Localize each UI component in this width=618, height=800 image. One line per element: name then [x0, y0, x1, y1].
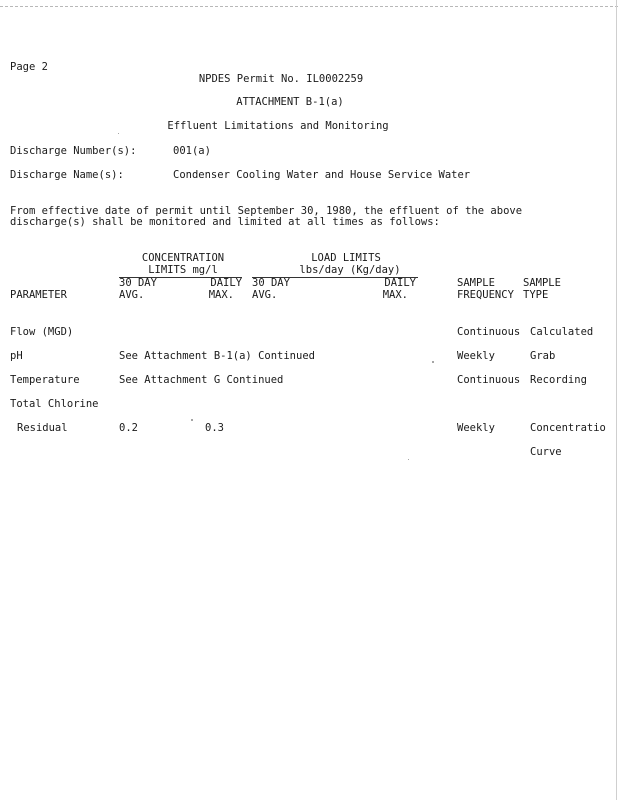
row-parameter: pH [10, 350, 23, 362]
conc-30day-header: 30 DAY [119, 277, 157, 289]
conc-daily-header: DAILY [210, 277, 242, 289]
scan-speck [408, 459, 409, 460]
row-parameter: Flow (MGD) [10, 326, 74, 338]
scan-right-edge [616, 0, 617, 800]
load-avg-header: AVG. [252, 289, 278, 301]
sample-type-header-1: SAMPLE [523, 277, 561, 289]
attachment-title: ATTACHMENT B-1(a) [236, 96, 344, 108]
row-limits-note: See Attachment G Continued [119, 374, 284, 386]
row-conc-max: 0.3 [205, 422, 224, 434]
row-sample-type: Concentratio [530, 422, 606, 434]
load-limits-header-2: lbs/day (Kg/day) [299, 264, 401, 276]
discharge-number-value: 001(a) [173, 145, 211, 157]
concentration-header-1: CONCENTRATION [141, 252, 225, 264]
load-30day-header: 30 DAY [252, 277, 290, 289]
row-frequency: Continuous [457, 326, 521, 338]
scan-speck [118, 133, 119, 134]
row-frequency: Continuous [457, 374, 521, 386]
row-sample-type: Curve [530, 446, 562, 458]
conc-max-header: MAX. [208, 289, 234, 301]
discharge-name-label: Discharge Name(s): [10, 169, 124, 181]
row-limits-note: See Attachment B-1(a) Continued [119, 350, 315, 362]
section-title: Effluent Limitations and Monitoring [167, 120, 389, 132]
load-daily-header: DAILY [384, 277, 416, 289]
row-conc-avg: 0.2 [119, 422, 138, 434]
paragraph-line-2: discharge(s) shall be monitored and limited at all times as follows: [10, 216, 440, 228]
parameter-header: PARAMETER [10, 289, 67, 301]
row-parameter: Temperature [10, 374, 80, 386]
load-limits-header-1: LOAD LIMITS [311, 252, 381, 264]
row-frequency: Weekly [457, 422, 495, 434]
row-sample-type: Calculated [530, 326, 594, 338]
permit-number: NPDES Permit No. IL0002259 [198, 73, 364, 85]
sample-frequency-header-1: SAMPLE [457, 277, 495, 289]
row-frequency: Weekly [457, 350, 495, 362]
sample-frequency-header-2: FREQUENCY [457, 289, 514, 301]
row-sample-type: Recording [530, 374, 587, 386]
scan-top-edge [0, 6, 618, 7]
load-max-header: MAX. [382, 289, 408, 301]
conc-avg-header: AVG. [119, 289, 145, 301]
sample-type-header-2: TYPE [523, 289, 549, 301]
discharge-name-value: Condenser Cooling Water and House Service Water [173, 169, 471, 181]
scan-speck [432, 361, 434, 363]
paragraph-line-1: From effective date of permit until September 30, 1980, the effluent of the above [10, 205, 523, 217]
page-label: Page 2 [10, 61, 48, 73]
row-parameter: Residual [17, 422, 68, 434]
scan-speck [191, 419, 193, 421]
discharge-number-label: Discharge Number(s): [10, 145, 137, 157]
concentration-header-2: LIMITS mg/l [148, 264, 218, 276]
row-sample-type: Grab [530, 350, 556, 362]
row-parameter: Total Chlorine [10, 398, 99, 410]
